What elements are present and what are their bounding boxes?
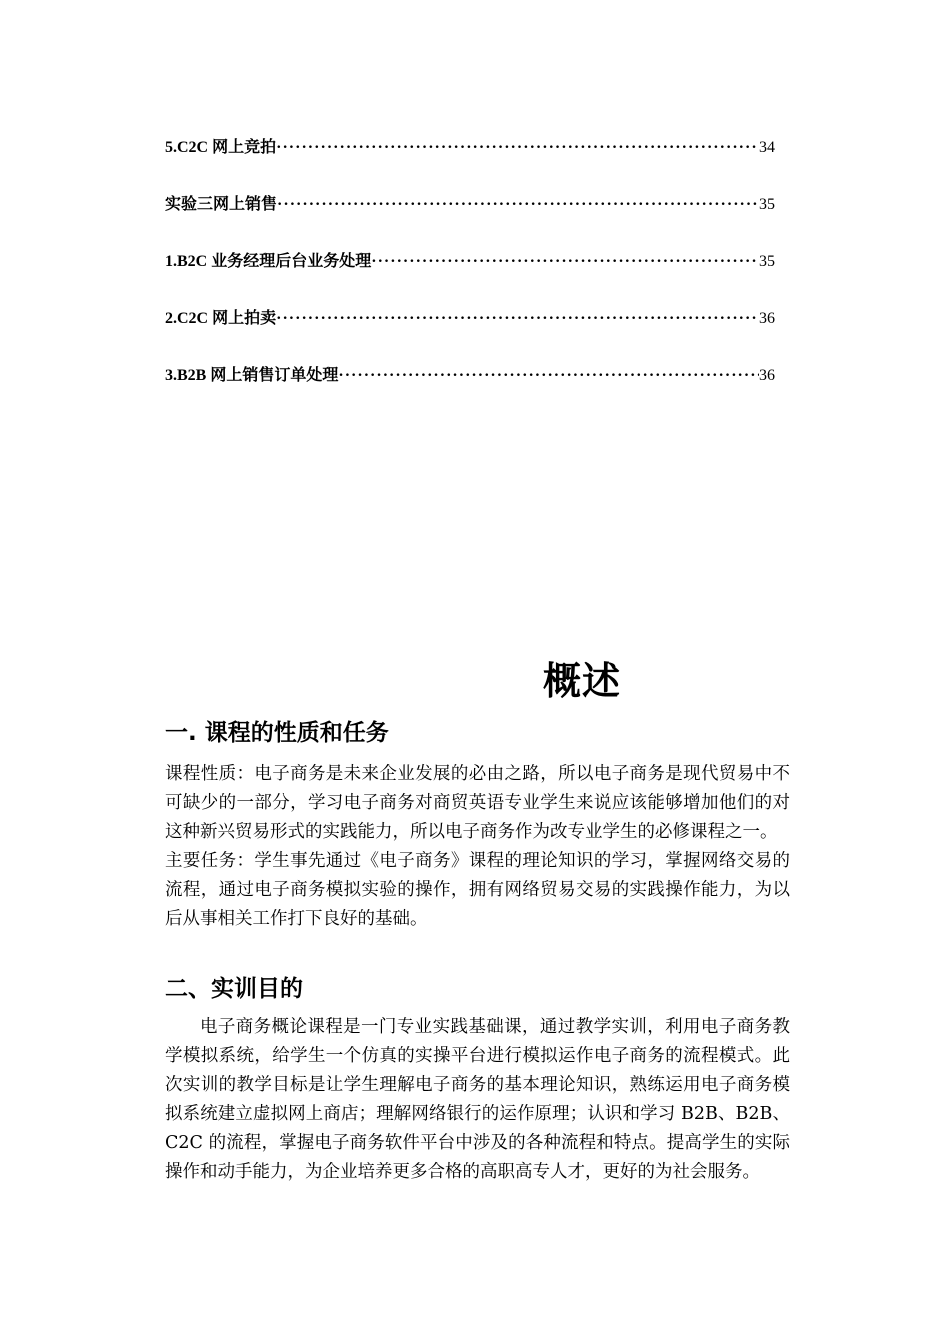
section-heading-nature-and-tasks: 一. 课程的性质和任务 [165, 720, 389, 746]
toc-entry-page: 35 [759, 253, 775, 270]
toc-leader-dots [371, 253, 759, 271]
paragraph-training-objectives: 电子商务概论课程是一门专业实践基础课，通过教学实训，利用电子商务教学模拟系统，给学生一个仿真的实操平台进行模拟运作电子商务的流程模式。此次实训的教学目标是让学生理解电子商务的基本理论知识，熟练运用电子商务模拟系统建立虚拟网上商店；理解网络银行的运作原理；认识和学习 B2B、B2B、C2C 的流程，掌握电子商务软件平台中涉及的各种流程和特点。提高学生的实际操作和动手能力，为企业培养更多合格的高职高专人才，更好的为社会服务。 [165, 1017, 790, 1182]
paragraph-main-tasks: 主要任务：学生事先通过《电子商务》课程的理论知识的学习，掌握网络交易的流程，通过电子商务模拟实验的操作，拥有网络贸易交易的实践操作能力，为以后从事相关工作打下良好的基础。 [165, 851, 790, 929]
toc-entry[interactable] [165, 191, 775, 248]
table-of-contents [165, 134, 775, 419]
toc-leader-dots [338, 367, 759, 385]
toc-entry-title: 3.B2B 网上销售订单处理 [165, 367, 339, 384]
toc-entry[interactable] [165, 305, 775, 362]
toc-entry-title: 实验三网上销售 [165, 196, 278, 213]
toc-entry-page: 35 [759, 196, 775, 213]
toc-leader-dots [276, 139, 759, 157]
section-heading-training-objectives: 二、实训目的 [165, 976, 303, 1002]
toc-leader-dots [276, 310, 759, 328]
toc-entry[interactable] [165, 362, 775, 419]
toc-leader-dots [277, 196, 759, 214]
toc-entry-page: 34 [759, 139, 775, 156]
toc-entry-page: 36 [759, 367, 775, 384]
toc-entry[interactable] [165, 134, 775, 191]
chapter-title: 概述 [543, 659, 622, 703]
toc-entry-title: 1.B2C 业务经理后台业务处理 [165, 253, 372, 270]
toc-entry-title: 5.C2C 网上竞拍 [165, 139, 277, 156]
toc-entry-page: 36 [759, 310, 775, 327]
paragraph-course-nature: 课程性质：电子商务是未来企业发展的必由之路，所以电子商务是现代贸易中不可缺少的一部分，学习电子商务对商贸英语专业学生来说应该能够增加他们的对这种新兴贸易形式的实践能力，所以电子商务作为改专业学生的必修课程之一。 [165, 764, 790, 842]
toc-entry[interactable] [165, 248, 775, 305]
section-body-training-objectives [165, 1013, 790, 1187]
toc-entry-title: 2.C2C 网上拍卖 [165, 310, 277, 327]
section-body-nature-and-tasks [165, 760, 790, 934]
